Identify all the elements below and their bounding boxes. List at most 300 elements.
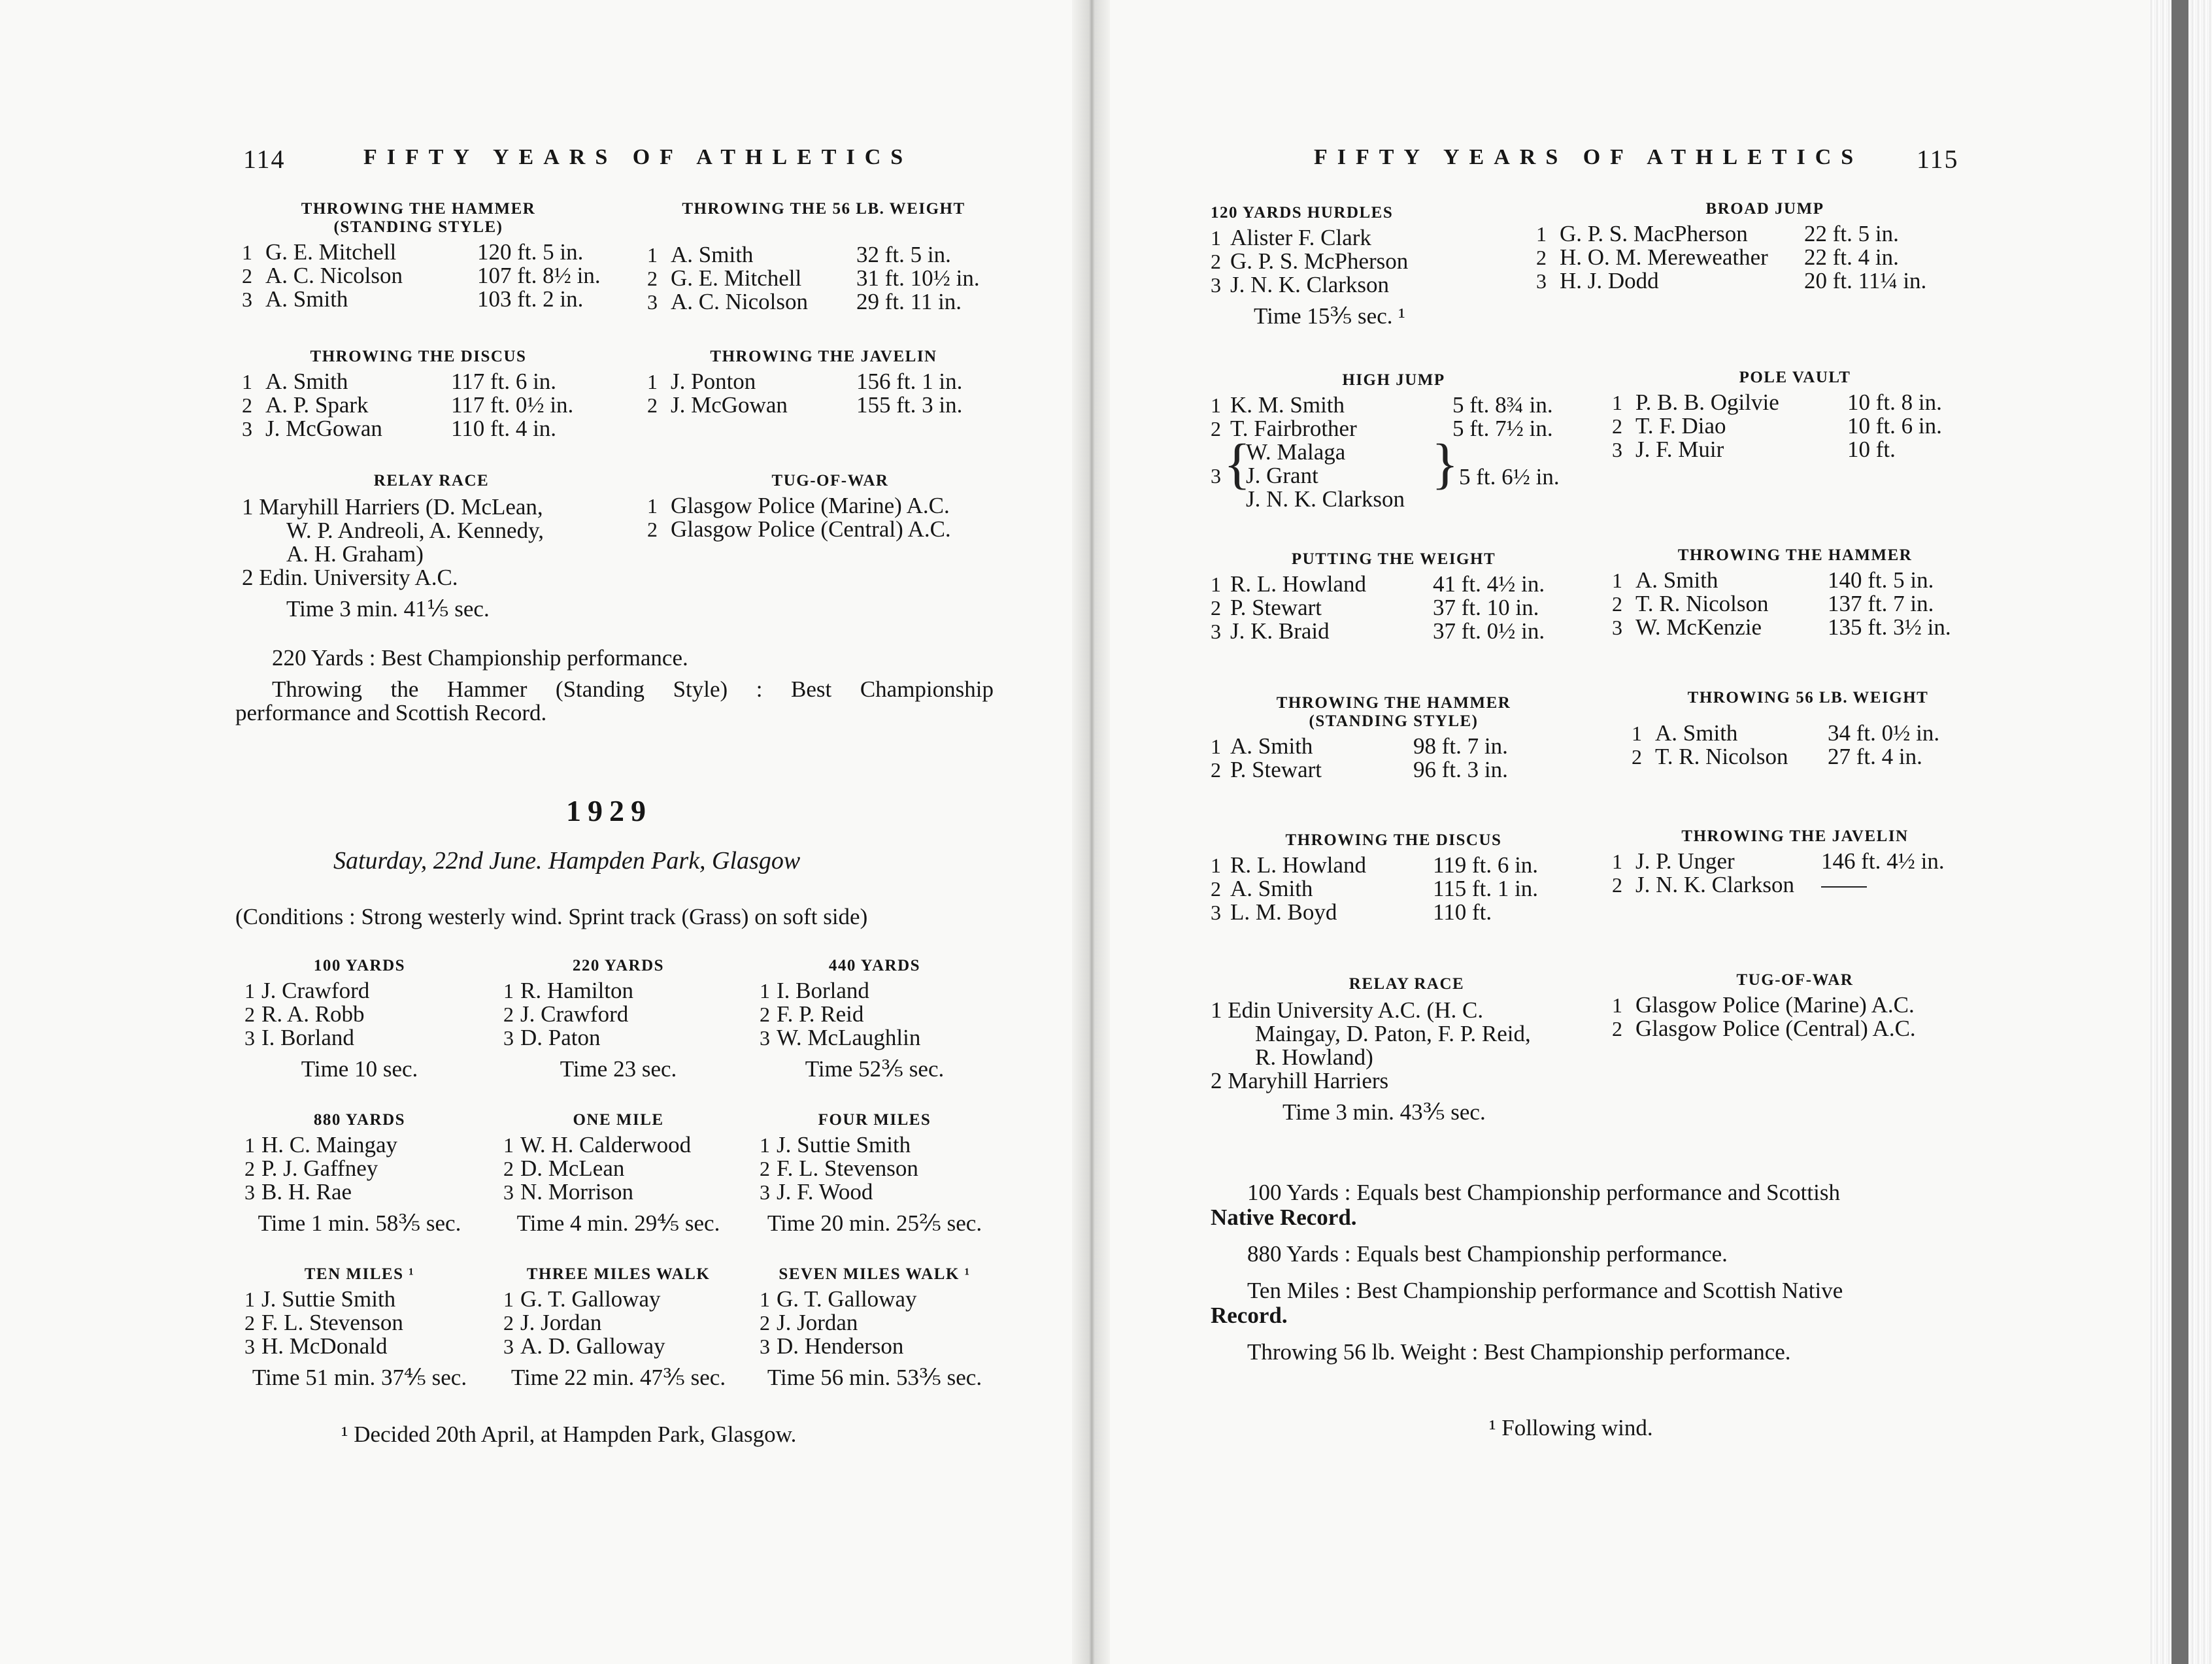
section-heading: 220 YARDS <box>572 957 665 974</box>
result-mark: 117 ft. 6 in. <box>451 369 557 394</box>
result-row <box>1612 850 1978 873</box>
result-mark: 98 ft. 7 in. <box>1413 733 1508 759</box>
position-number: 1 <box>1211 226 1221 250</box>
position-number: 1 <box>242 241 252 264</box>
position-number: 3 <box>1211 273 1221 297</box>
event-section <box>494 1111 743 1237</box>
result-mark: 20 ft. 11¼ in. <box>1804 268 1927 293</box>
result-mark: 156 ft. 1 in. <box>856 369 963 394</box>
athlete-name: A. Smith <box>1230 876 1313 901</box>
position-number: 3 <box>647 290 658 314</box>
athlete-name: F. L. Stevenson <box>777 1156 918 1181</box>
position-number: 3 <box>244 1026 255 1050</box>
result-row <box>1211 417 1577 441</box>
hammer-standing-section <box>242 200 601 312</box>
book-gutter <box>1072 0 1110 1664</box>
event-section <box>494 957 743 1082</box>
result-list <box>750 979 999 1050</box>
result-row <box>235 1133 484 1157</box>
result-row <box>647 243 1000 267</box>
position-number: 2 <box>1612 414 1622 438</box>
athlete-name: J. Jordan <box>520 1310 602 1335</box>
position-number: 3 <box>760 1026 770 1050</box>
result-row <box>647 393 1000 417</box>
result-mark: 103 ft. 2 in. <box>477 286 584 312</box>
hurdles-section <box>1211 204 1550 329</box>
position-number: 3 <box>760 1335 770 1358</box>
athlete-name: D. McLean <box>520 1156 625 1181</box>
athlete-name: Glasgow Police (Central) A.C. <box>1635 1016 1916 1041</box>
hammer-standing-section-right <box>1211 694 1577 782</box>
section-heading: 880 YARDS <box>313 1111 406 1129</box>
position-number: 1 <box>760 979 770 1003</box>
result-mark: 107 ft. 8½ in. <box>477 263 601 288</box>
athlete-name: G. T. Galloway <box>520 1286 661 1312</box>
position-number: 1 <box>647 370 658 393</box>
tug-of-war-section-right <box>1612 971 1978 1040</box>
position-number: 2 <box>647 393 658 417</box>
result-row <box>235 1026 484 1050</box>
result-list <box>750 1288 999 1358</box>
high-jump-section <box>1211 371 1577 512</box>
section-heading: THROWING THE JAVELIN <box>1681 827 1909 845</box>
result-row <box>242 263 601 288</box>
result-row <box>1536 222 1994 246</box>
result-row <box>1211 393 1577 417</box>
event-time: Time 20 min. 25⅖ sec. <box>767 1210 982 1236</box>
event-time: Time 56 min. 53⅗ sec. <box>767 1365 982 1390</box>
section-heading: ONE MILE <box>573 1111 664 1129</box>
athlete-name: T. R. Nicolson <box>1635 591 1769 616</box>
athlete-name: J. McGowan <box>671 392 788 418</box>
athlete-name: Glasgow Police (Marine) A.C. <box>1635 992 1915 1018</box>
result-row <box>647 370 1000 393</box>
result-mark: 29 ft. 11 in. <box>856 289 962 314</box>
relay-section <box>242 472 621 622</box>
result-row <box>1211 854 1577 877</box>
athlete-name: W. H. Calderwood <box>520 1132 692 1157</box>
section-heading: THROWING THE HAMMER <box>1677 546 1913 564</box>
conditions-line: (Conditions : Strong westerly wind. Sprint track (Grass) on soft side) <box>235 904 868 929</box>
result-mark: 34 ft. 0½ in. <box>1828 720 1940 746</box>
athlete-name: R. L. Howland <box>1230 852 1367 878</box>
result-mark: 96 ft. 3 in. <box>1413 757 1508 782</box>
position-number: 3 <box>1536 269 1547 293</box>
relay-line: Maingay, D. Paton, F. P. Reid, <box>1255 1021 1531 1046</box>
result-mark: 32 ft. 5 in. <box>856 242 951 267</box>
athlete-name: A. D. Galloway <box>520 1333 665 1359</box>
result-mark: 119 ft. 6 in. <box>1433 852 1539 878</box>
event-time: Time 51 min. 37⅘ sec. <box>252 1365 467 1390</box>
position-number: 2 <box>503 1311 514 1335</box>
position-number: 2 <box>1211 877 1221 901</box>
athlete-name: A. Smith <box>265 369 348 394</box>
footnote-right: ¹ Following wind. <box>1489 1415 1653 1440</box>
athlete-name: R. Hamilton <box>520 978 634 1003</box>
result-row <box>242 288 595 311</box>
result-row <box>750 1157 999 1180</box>
running-head-left: FIFTY YEARS OF ATHLETICS <box>363 145 913 169</box>
position-number: 1 <box>1536 222 1547 246</box>
result-list <box>750 1133 999 1204</box>
result-mark: 10 ft. 6 in. <box>1847 413 1942 439</box>
position-number: 3 <box>760 1180 770 1204</box>
athlete-name: A. Smith <box>671 242 754 267</box>
athlete-name: I. Borland <box>777 978 869 1003</box>
event-time: Time 10 sec. <box>301 1056 418 1082</box>
result-mark: 37 ft. 0½ in. <box>1433 618 1545 644</box>
result-row <box>494 1157 743 1180</box>
athlete-name: F. P. Reid <box>777 1001 864 1027</box>
position-number: 2 <box>760 1311 770 1335</box>
position-number: 3 <box>503 1335 514 1358</box>
section-heading: THROWING THE 56 LB. WEIGHT <box>682 200 965 218</box>
position-number: 2 <box>1211 758 1221 782</box>
position-number: 2 <box>1612 873 1622 897</box>
position-number: 2 <box>760 1157 770 1180</box>
section-heading: THROWING THE DISCUS <box>310 348 527 365</box>
position-number: 2 <box>1536 246 1547 269</box>
athlete-name: A. Smith <box>1230 733 1313 759</box>
athlete-name: J. Suttie Smith <box>777 1132 911 1157</box>
section-heading: SEVEN MILES WALK ¹ <box>779 1265 971 1283</box>
note-line: Record. <box>1211 1303 1288 1328</box>
position-number: 2 <box>1211 417 1221 441</box>
event-section <box>235 1111 484 1237</box>
position-number: 3 <box>1211 901 1221 924</box>
note-line: Ten Miles : Best Championship performance and Scottish Native <box>1247 1278 1843 1303</box>
athlete-name: J. Crawford <box>520 1001 629 1027</box>
athlete-name: J. N. K. Clarkson <box>1246 486 1405 512</box>
athlete-name: H. O. M. Mereweather <box>1560 244 1768 270</box>
page-number-left: 114 <box>243 144 286 174</box>
position-number: 2 <box>647 518 658 541</box>
section-heading: RELAY RACE <box>373 472 490 490</box>
result-row <box>494 1288 743 1311</box>
result-row <box>750 1180 999 1204</box>
athlete-name: P. J. Gaffney <box>261 1156 378 1181</box>
athlete-name: D. Henderson <box>777 1333 904 1359</box>
relay-line: A. H. Graham) <box>286 541 424 567</box>
event-section <box>750 1265 999 1391</box>
athlete-name: J. Grant <box>1246 463 1318 488</box>
putting-section <box>1211 550 1577 643</box>
athlete-name: I. Borland <box>261 1025 354 1050</box>
position-number: 3 <box>1612 438 1622 461</box>
left-brace: { <box>1224 432 1251 495</box>
broad-jump-section <box>1536 200 1994 293</box>
result-row <box>1612 873 1978 897</box>
discus-section-right <box>1211 831 1577 924</box>
position-number: 1 <box>647 243 658 267</box>
result-row <box>750 1288 999 1311</box>
relay-line: R. Howland) <box>1255 1044 1373 1070</box>
weight56-section-right <box>1632 689 1985 769</box>
note-line: performance and Scottish Record. <box>235 700 547 725</box>
result-row <box>750 1311 999 1335</box>
result-row <box>494 1335 743 1358</box>
result-row <box>494 979 743 1003</box>
section-heading: 120 YARDS HURDLES <box>1211 204 1394 222</box>
javelin-section <box>647 348 1000 417</box>
event-time: Time 52⅗ sec. <box>805 1056 945 1082</box>
note-line: 880 Yards : Equals best Championship performance. <box>1247 1241 1728 1267</box>
result-row <box>750 1003 999 1026</box>
athlete-name: A. Smith <box>265 286 348 312</box>
result-mark: 137 ft. 7 in. <box>1828 591 1934 616</box>
section-heading: POLE VAULT <box>1739 369 1851 386</box>
footnote-left: ¹ Decided 20th April, at Hampden Park, Glasgow. <box>341 1422 797 1447</box>
position-number: 1 <box>1211 573 1221 596</box>
pole-vault-section <box>1612 369 1978 461</box>
result-row <box>1211 573 1577 596</box>
result-row <box>647 494 1013 518</box>
athlete-name: A. C. Nicolson <box>265 263 403 288</box>
athlete-name: A. C. Nicolson <box>671 289 808 314</box>
position-number: 3 <box>1211 464 1221 488</box>
result-list <box>235 979 484 1050</box>
athlete-name: J. Ponton <box>671 369 756 394</box>
position-number: 3 <box>244 1335 255 1358</box>
result-row <box>1612 391 1978 414</box>
result-row <box>242 241 595 264</box>
position-number: 3 <box>503 1180 514 1204</box>
athlete-name: J. Crawford <box>261 978 370 1003</box>
hammer-section <box>1612 546 1978 639</box>
athlete-name: J. McGowan <box>265 416 382 441</box>
section-heading: 100 YARDS <box>313 957 406 974</box>
section-heading: BROAD JUMP <box>1705 200 1824 218</box>
result-row <box>494 1026 743 1050</box>
position-number: 1 <box>503 1288 514 1311</box>
section-heading: THROWING THE DISCUS <box>1285 831 1502 849</box>
position-number: 1 <box>647 494 658 518</box>
athlete-name: J. Suttie Smith <box>261 1286 396 1312</box>
relay-section-right <box>1211 975 1603 1125</box>
athlete-name: W. McKenzie <box>1635 614 1762 640</box>
athlete-name: F. L. Stevenson <box>261 1310 403 1335</box>
section-heading: FOUR MILES <box>818 1111 931 1129</box>
note-line: Throwing the Hammer (Standing Style) : Best Championship <box>272 676 994 702</box>
position-number: 3 <box>242 288 252 311</box>
result-row <box>242 417 595 441</box>
athlete-name: K. M. Smith <box>1230 392 1345 418</box>
position-number: 1 <box>1612 391 1622 414</box>
relay-line: 1 Maryhill Harriers (D. McLean, <box>242 494 543 520</box>
athlete-name: Glasgow Police (Central) A.C. <box>671 516 951 542</box>
position-number: 3 <box>1211 620 1221 643</box>
result-row <box>1632 722 1985 745</box>
section-heading: TUG-OF-WAR <box>771 472 889 490</box>
position-number: 2 <box>1612 1017 1622 1040</box>
result-row <box>647 267 1000 290</box>
result-mark: 31 ft. 10½ in. <box>856 265 980 291</box>
result-row <box>1211 901 1577 924</box>
event-section <box>235 957 484 1082</box>
athlete-name: G. P. S. MacPherson <box>1560 221 1748 246</box>
position-number: 3 <box>503 1026 514 1050</box>
result-row <box>235 1003 484 1026</box>
result-row <box>235 1157 484 1180</box>
result-mark: 41 ft. 4½ in. <box>1433 571 1545 597</box>
relay-line: 2 Edin. University A.C. <box>242 565 458 590</box>
position-number: 2 <box>244 1311 255 1335</box>
position-number: 1 <box>503 979 514 1003</box>
result-row <box>235 1311 484 1335</box>
result-row <box>494 1003 743 1026</box>
relay-line: 2 Maryhill Harriers <box>1211 1068 1389 1093</box>
page-number-right: 115 <box>1917 144 1959 174</box>
result-mark: 10 ft. <box>1847 437 1896 462</box>
result-row <box>1612 592 1978 616</box>
athlete-name: T. Fairbrother <box>1230 416 1357 441</box>
athlete-name: J. F. Muir <box>1635 437 1724 462</box>
result-row <box>1536 269 1994 293</box>
relay-line: 1 Edin University A.C. (H. C. <box>1211 997 1484 1023</box>
result-mark: 110 ft. <box>1433 899 1492 925</box>
position-number: 2 <box>242 264 252 288</box>
result-row <box>235 1180 484 1204</box>
event-time: Time 4 min. 29⅘ sec. <box>516 1210 720 1236</box>
event-time: Time 23 sec. <box>560 1056 677 1082</box>
result-mark: 37 ft. 10 in. <box>1433 595 1539 620</box>
result-row <box>1211 735 1577 758</box>
result-mark: 120 ft. 5 in. <box>477 239 584 265</box>
result-mark: 110 ft. 4 in. <box>451 416 557 441</box>
result-row <box>1211 596 1577 620</box>
athlete-name: A. Smith <box>1655 720 1738 746</box>
position-number: 1 <box>1612 993 1622 1017</box>
date-venue-line: Saturday, 22nd June. Hampden Park, Glasgow <box>333 847 801 874</box>
position-number: 1 <box>1612 850 1622 873</box>
section-heading: THROWING THE HAMMER <box>301 200 536 218</box>
position-number: 1 <box>244 979 255 1003</box>
athlete-name: R. A. Robb <box>261 1001 365 1027</box>
result-row <box>750 1026 999 1050</box>
athlete-name: P. Stewart <box>1230 595 1322 620</box>
athlete-name: P. B. B. Ogilvie <box>1635 390 1779 415</box>
event-section <box>235 1265 484 1391</box>
athlete-name: J. P. Unger <box>1635 848 1735 874</box>
relay-line: W. P. Andreoli, A. Kennedy, <box>286 518 545 543</box>
athlete-name: R. L. Howland <box>1230 571 1367 597</box>
result-list <box>494 979 743 1050</box>
right-brace: } <box>1432 432 1459 495</box>
result-list <box>235 1288 484 1358</box>
section-heading: THREE MILES WALK <box>526 1265 711 1283</box>
position-number: 3 <box>244 1180 255 1204</box>
result-row <box>494 1311 743 1335</box>
athlete-name: J. Jordan <box>777 1310 858 1335</box>
position-number: 1 <box>503 1133 514 1157</box>
relay-time: Time 3 min. 41⅕ sec. <box>286 596 490 622</box>
section-subheading: (STANDING STYLE) <box>333 218 503 236</box>
position-number: 2 <box>1211 250 1221 273</box>
athlete-name: B. H. Rae <box>261 1179 352 1205</box>
result-list <box>235 1133 484 1204</box>
result-row <box>1211 758 1577 782</box>
athlete-name: G. E. Mitchell <box>265 239 397 265</box>
result-row <box>1612 616 1978 639</box>
result-mark: 10 ft. 8 in. <box>1847 390 1942 415</box>
tie-result: 5 ft. 6½ in. <box>1459 464 1560 490</box>
position-number: 2 <box>244 1157 255 1180</box>
result-row <box>1211 620 1577 643</box>
result-row <box>1211 877 1577 901</box>
athlete-name: D. Paton <box>520 1025 601 1050</box>
result-mark: 5 ft. 8¾ in. <box>1452 392 1553 418</box>
result-row <box>1612 414 1978 438</box>
event-section <box>750 957 999 1082</box>
result-row <box>235 1288 484 1311</box>
hurdles-time: Time 15⅗ sec. ¹ <box>1254 303 1405 329</box>
notes-right <box>1211 1180 1961 1365</box>
result-row <box>647 290 1000 314</box>
result-row <box>750 1133 999 1157</box>
athlete-name: G. E. Mitchell <box>671 265 802 291</box>
athlete-name: J. K. Braid <box>1230 618 1330 644</box>
result-row <box>1612 569 1978 592</box>
position-number: 3 <box>1612 616 1622 639</box>
result-row <box>750 979 999 1003</box>
athlete-name: W. McLaughlin <box>777 1025 921 1050</box>
result-mark: 5 ft. 7½ in. <box>1452 416 1553 441</box>
result-mark: 155 ft. 3 in. <box>856 392 963 418</box>
note-line: 220 Yards : Best Championship performance. <box>272 645 688 671</box>
position-number: 1 <box>242 370 252 393</box>
position-number: 1 <box>760 1133 770 1157</box>
result-row <box>1612 438 1978 461</box>
result-row <box>750 1335 999 1358</box>
page-edges <box>2149 0 2212 1664</box>
result-mark: 135 ft. 3½ in. <box>1828 614 1951 640</box>
event-section <box>494 1265 743 1391</box>
athlete-name: Alister F. Clark <box>1230 225 1371 250</box>
result-row <box>647 518 1013 541</box>
no-mark-dash <box>1821 873 1867 897</box>
athlete-name: H. McDonald <box>261 1333 388 1359</box>
result-mark: 115 ft. 1 in. <box>1433 876 1539 901</box>
position-number: 1 <box>244 1288 255 1311</box>
discus-section <box>242 348 595 441</box>
event-time: Time 1 min. 58⅗ sec. <box>258 1210 461 1236</box>
result-row <box>1211 250 1550 273</box>
position-number: 2 <box>1612 592 1622 616</box>
relay-time: Time 3 min. 43⅗ sec. <box>1282 1099 1486 1125</box>
result-mark: 146 ft. 4½ in. <box>1821 848 1945 874</box>
athlete-name: J. F. Wood <box>777 1179 873 1205</box>
result-row <box>242 393 595 417</box>
position-number: 2 <box>760 1003 770 1026</box>
year-heading: 1929 <box>566 794 652 827</box>
position-number: 1 <box>1612 569 1622 592</box>
position-number: 2 <box>1211 596 1221 620</box>
position-number: 2 <box>242 393 252 417</box>
result-row <box>1612 993 1978 1017</box>
result-mark: 140 ft. 5 in. <box>1828 567 1934 593</box>
result-row <box>1632 745 1985 769</box>
athlete-name: T. F. Diao <box>1635 413 1726 439</box>
result-mark: 22 ft. 4 in. <box>1804 244 1899 270</box>
athlete-name: L. M. Boyd <box>1230 899 1337 925</box>
section-heading: TEN MILES ¹ <box>304 1265 415 1283</box>
athlete-name: H. J. Dodd <box>1560 268 1659 293</box>
position-number: 1 <box>1211 393 1221 417</box>
athlete-name: G. T. Galloway <box>777 1286 917 1312</box>
event-section <box>750 1111 999 1237</box>
position-number: 1 <box>1211 854 1221 877</box>
position-number: 1 <box>244 1133 255 1157</box>
